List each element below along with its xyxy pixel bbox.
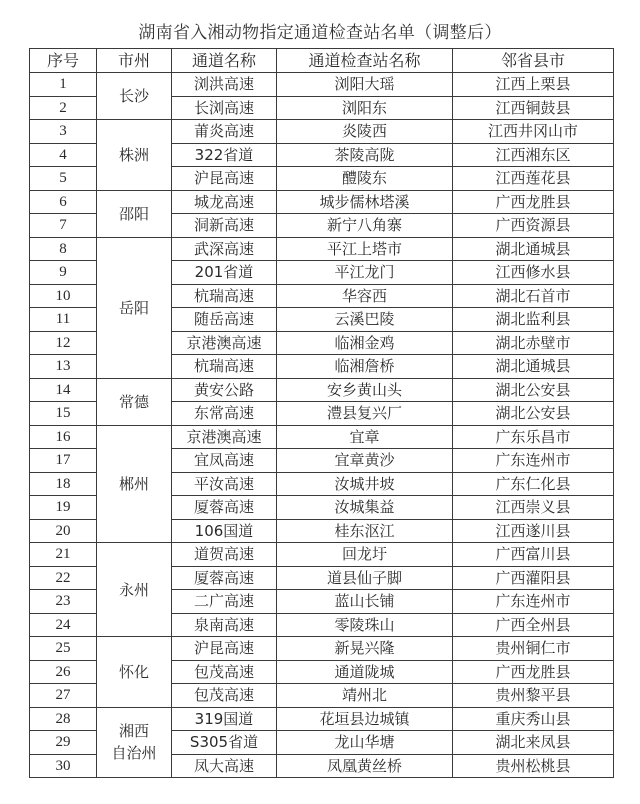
city-cell: 郴州 — [97, 425, 172, 543]
city-name-line2: 自治州 — [111, 744, 157, 763]
station-cell: 平江龙门 — [277, 261, 453, 285]
neighbor-cell: 湖北来凤县 — [453, 731, 614, 755]
station-cell: 澧县复兴厂 — [277, 402, 453, 426]
table-row — [30, 120, 614, 144]
channel-cell: 厦蓉高速 — [172, 496, 277, 520]
neighbor-cell: 贵州黎平县 — [453, 684, 614, 708]
row-index: 4 — [30, 143, 97, 167]
channel-cell: 322省道 — [172, 143, 277, 167]
channel-cell: 城龙高速 — [172, 190, 277, 214]
row-index: 20 — [30, 519, 97, 543]
neighbor-cell: 湖北通城县 — [453, 237, 614, 261]
station-cell: 回龙圩 — [277, 543, 453, 567]
row-index: 6 — [30, 190, 97, 214]
row-index: 12 — [30, 331, 97, 355]
station-cell: 零陵珠山 — [277, 613, 453, 637]
neighbor-cell: 江西上栗县 — [453, 73, 614, 97]
city-cell: 怀化 — [97, 637, 172, 708]
city-cell: 常德 — [97, 378, 172, 425]
channel-cell: 沪昆高速 — [172, 637, 277, 661]
neighbor-cell: 广东连州市 — [453, 449, 614, 473]
table-row — [30, 237, 614, 261]
station-cell: 汝城井坡 — [277, 472, 453, 496]
neighbor-cell: 江西井冈山市 — [453, 120, 614, 144]
neighbor-cell: 湖北公安县 — [453, 402, 614, 426]
neighbor-cell: 重庆秀山县 — [453, 707, 614, 731]
channel-cell: 厦蓉高速 — [172, 566, 277, 590]
channel-cell: 沪昆高速 — [172, 167, 277, 191]
station-cell: 浏阳东 — [277, 96, 453, 120]
row-index: 19 — [30, 496, 97, 520]
row-index: 17 — [30, 449, 97, 473]
row-index: 13 — [30, 355, 97, 379]
table-row — [30, 378, 614, 402]
row-index: 7 — [30, 214, 97, 238]
table-row — [30, 637, 614, 661]
row-index: 9 — [30, 261, 97, 285]
table-row — [30, 425, 614, 449]
station-cell: 宜章黄沙 — [277, 449, 453, 473]
row-index: 23 — [30, 590, 97, 614]
channel-cell: 武深高速 — [172, 237, 277, 261]
channel-cell: 道贺高速 — [172, 543, 277, 567]
city-cell: 永州 — [97, 543, 172, 637]
channel-cell: 泉南高速 — [172, 613, 277, 637]
neighbor-cell: 广东连州市 — [453, 590, 614, 614]
row-index: 11 — [30, 308, 97, 332]
neighbor-cell: 广西全州县 — [453, 613, 614, 637]
channel-cell: 319国道 — [172, 707, 277, 731]
row-index: 30 — [30, 754, 97, 778]
row-index: 29 — [30, 731, 97, 755]
table-row — [30, 190, 614, 214]
city-cell: 邵阳 — [97, 190, 172, 237]
document-title: 湖南省入湘动物指定通道检查站名单（调整后） — [138, 23, 502, 43]
neighbor-cell: 江西铜鼓县 — [453, 96, 614, 120]
city-cell: 岳阳 — [97, 237, 172, 378]
neighbor-cell: 湖北公安县 — [453, 378, 614, 402]
neighbor-cell: 湖北监利县 — [453, 308, 614, 332]
row-index: 1 — [30, 73, 97, 97]
header-index: 序号 — [30, 49, 97, 73]
city-name-line1: 湘西 — [118, 722, 149, 741]
neighbor-cell: 广东乐昌市 — [453, 425, 614, 449]
header-neighbor: 邻省县市 — [453, 49, 614, 73]
channel-cell: 包茂高速 — [172, 684, 277, 708]
station-cell: 醴陵东 — [277, 167, 453, 191]
neighbor-cell: 广西龙胜县 — [453, 190, 614, 214]
channel-cell: 东常高速 — [172, 402, 277, 426]
station-cell: 茶陵高陇 — [277, 143, 453, 167]
table-row — [30, 707, 614, 731]
neighbor-cell: 江西崇义县 — [453, 496, 614, 520]
row-index: 26 — [30, 660, 97, 684]
row-index: 2 — [30, 96, 97, 120]
channel-cell: 京港澳高速 — [172, 331, 277, 355]
row-index: 8 — [30, 237, 97, 261]
station-cell: 凤凰黄丝桥 — [277, 754, 453, 778]
station-cell: 蓝山长铺 — [277, 590, 453, 614]
neighbor-cell: 湖北赤壁市 — [453, 331, 614, 355]
row-index: 3 — [30, 120, 97, 144]
table-header-row — [30, 49, 614, 73]
header-city: 市州 — [97, 49, 172, 73]
row-index: 21 — [30, 543, 97, 567]
neighbor-cell: 贵州松桃县 — [453, 754, 614, 778]
station-cell: 龙山华塘 — [277, 731, 453, 755]
header-station: 通道检查站名称 — [277, 49, 453, 73]
neighbor-cell: 广西龙胜县 — [453, 660, 614, 684]
channel-cell: 洞新高速 — [172, 214, 277, 238]
neighbor-cell: 湖北通城县 — [453, 355, 614, 379]
row-index: 22 — [30, 566, 97, 590]
neighbor-cell: 江西莲花县 — [453, 167, 614, 191]
channel-cell: 平汝高速 — [172, 472, 277, 496]
channel-cell: 浏洪高速 — [172, 73, 277, 97]
neighbor-cell: 江西修水县 — [453, 261, 614, 285]
row-index: 25 — [30, 637, 97, 661]
channel-cell: 随岳高速 — [172, 308, 277, 332]
row-index: 10 — [30, 284, 97, 308]
channel-cell: 杭瑞高速 — [172, 355, 277, 379]
station-cell: 浏阳大瑶 — [277, 73, 453, 97]
station-cell: 临湘金鸡 — [277, 331, 453, 355]
city-cell: 长沙 — [97, 73, 172, 120]
neighbor-cell: 广西资源县 — [453, 214, 614, 238]
neighbor-cell: 江西遂川县 — [453, 519, 614, 543]
channel-cell: 黄安公路 — [172, 378, 277, 402]
station-cell: 平江上塔市 — [277, 237, 453, 261]
station-cell: 城步儒林塔溪 — [277, 190, 453, 214]
channel-cell: 莆炎高速 — [172, 120, 277, 144]
station-cell: 道县仙子脚 — [277, 566, 453, 590]
neighbor-cell: 广东仁化县 — [453, 472, 614, 496]
station-cell: 炎陵西 — [277, 120, 453, 144]
row-index: 16 — [30, 425, 97, 449]
channel-cell: 二广高速 — [172, 590, 277, 614]
neighbor-cell: 湖北石首市 — [453, 284, 614, 308]
neighbor-cell: 江西湘东区 — [453, 143, 614, 167]
station-cell: 通道陇城 — [277, 660, 453, 684]
station-cell: 桂东沤江 — [277, 519, 453, 543]
row-index: 28 — [30, 707, 97, 731]
checkpoint-table — [29, 48, 614, 778]
channel-cell: 长浏高速 — [172, 96, 277, 120]
row-index: 5 — [30, 167, 97, 191]
station-cell: 华容西 — [277, 284, 453, 308]
station-cell: 新宁八角寨 — [277, 214, 453, 238]
channel-cell: 包茂高速 — [172, 660, 277, 684]
row-index: 14 — [30, 378, 97, 402]
station-cell: 云溪巴陵 — [277, 308, 453, 332]
station-cell: 花垣县边城镇 — [277, 707, 453, 731]
station-cell: 新晃兴隆 — [277, 637, 453, 661]
neighbor-cell: 广西灌阳县 — [453, 566, 614, 590]
channel-cell: 201省道 — [172, 261, 277, 285]
city-cell — [97, 707, 172, 778]
channel-cell: 凤大高速 — [172, 754, 277, 778]
station-cell: 靖州北 — [277, 684, 453, 708]
station-cell: 临湘詹桥 — [277, 355, 453, 379]
row-index: 27 — [30, 684, 97, 708]
station-cell: 安乡黄山头 — [277, 378, 453, 402]
table-row — [30, 543, 614, 567]
station-cell: 汝城集益 — [277, 496, 453, 520]
table-row — [30, 73, 614, 97]
station-cell: 宜章 — [277, 425, 453, 449]
channel-cell: S305省道 — [172, 731, 277, 755]
neighbor-cell: 广西富川县 — [453, 543, 614, 567]
neighbor-cell: 贵州铜仁市 — [453, 637, 614, 661]
channel-cell: 杭瑞高速 — [172, 284, 277, 308]
channel-cell: 106国道 — [172, 519, 277, 543]
channel-cell: 宜凤高速 — [172, 449, 277, 473]
row-index: 15 — [30, 402, 97, 426]
city-cell: 株洲 — [97, 120, 172, 191]
row-index: 24 — [30, 613, 97, 637]
header-channel: 通道名称 — [172, 49, 277, 73]
row-index: 18 — [30, 472, 97, 496]
channel-cell: 京港澳高速 — [172, 425, 277, 449]
